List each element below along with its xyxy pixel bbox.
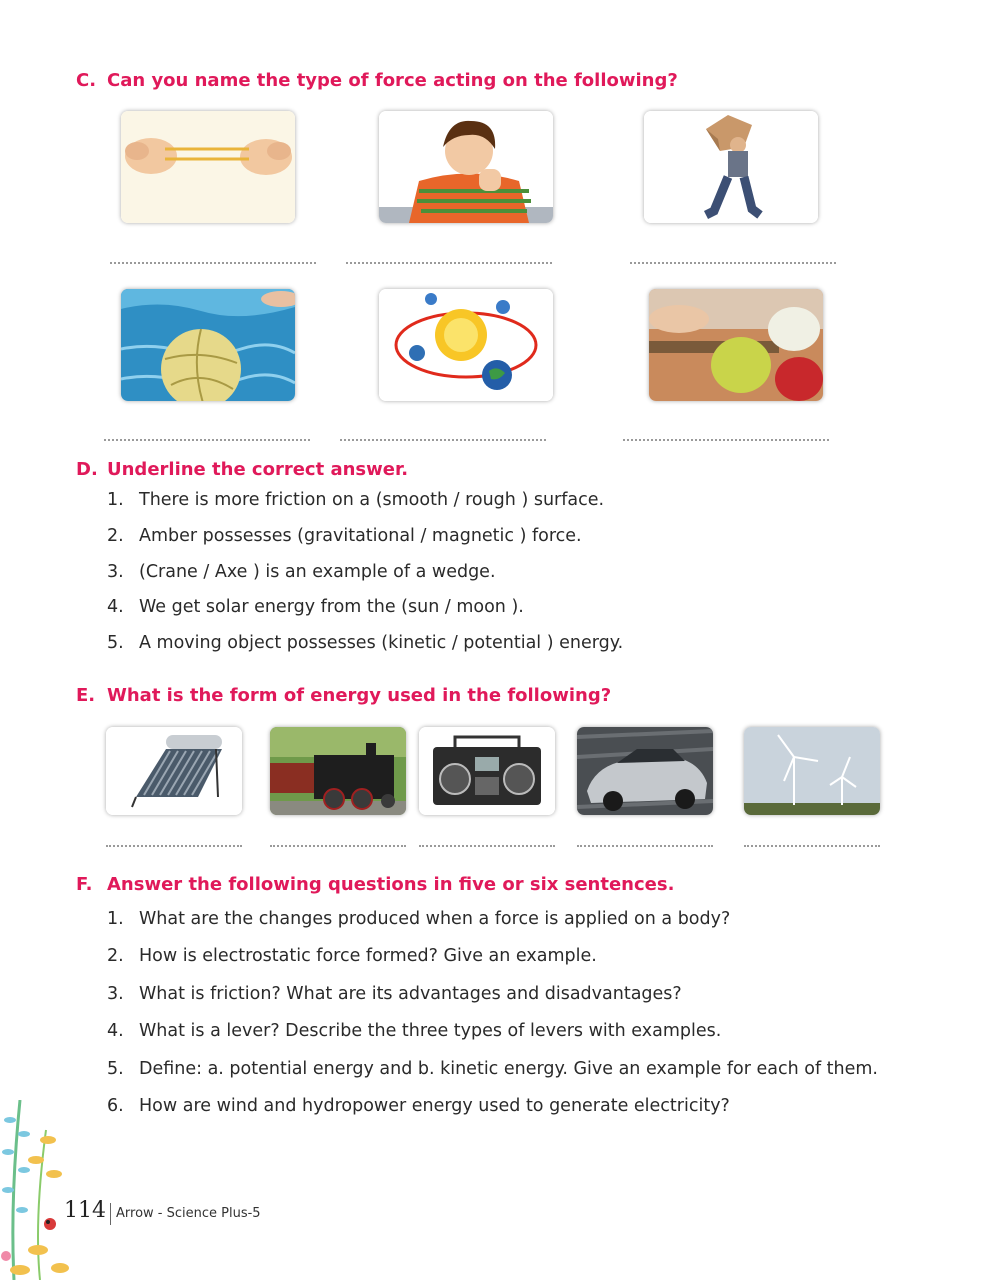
item-number: 6. [107,1096,124,1116]
answer-line[interactable] [419,845,555,847]
answer-line[interactable] [104,439,310,441]
section-letter: D. [76,459,98,480]
answer-line[interactable] [577,845,713,847]
item-text: (Crane / Axe ) is an example of a wedge. [139,562,496,582]
item-text: What is friction? What are its advantages and disadvantages? [139,984,682,1004]
section-title: Underline the correct answer. [107,459,409,480]
section-title: Answer the following questions in five or six sentences. [107,874,675,895]
section-f-heading [76,874,674,895]
item-text: Amber possesses (gravitational / magnetic ) force. [139,526,582,546]
list-item [107,946,597,966]
section-e-heading [76,685,611,706]
man-carrying-box-photo [644,111,818,223]
section-d-heading [76,459,408,480]
rubber-band-stretch-photo [121,111,295,223]
moving-car-photo [577,727,713,815]
answer-line[interactable] [623,439,829,441]
list-item [107,562,496,582]
book-title: Arrow - Science Plus-5 [116,1206,261,1221]
knife-cutting-fruit-photo [649,289,823,401]
section-c-heading [76,70,678,91]
item-number: 5. [107,633,124,653]
item-number: 3. [107,984,124,1004]
item-number: 3. [107,562,124,582]
item-number: 1. [107,490,124,510]
section-letter: E. [76,685,96,706]
item-number: 4. [107,1021,124,1041]
answer-line[interactable] [340,439,546,441]
solar-water-heater-photo [106,727,242,815]
section-letter: C. [76,70,97,91]
answer-line[interactable] [110,262,316,264]
answer-line[interactable] [346,262,552,264]
page-number: 114 [64,1198,106,1223]
item-text: A moving object possesses (kinetic / potential ) energy. [139,633,624,653]
list-item [107,1059,878,1079]
answer-line[interactable] [106,845,242,847]
section-letter: F. [76,874,93,895]
item-number: 5. [107,1059,124,1079]
sun-earth-orbit-illustration [379,289,553,401]
list-item [107,526,582,546]
item-number: 1. [107,909,124,929]
item-text: We get solar energy from the (sun / moon ). [139,597,524,617]
item-text: What are the changes produced when a force is applied on a body? [139,909,731,929]
floral-decoration [0,1100,80,1280]
answer-line[interactable] [630,262,836,264]
item-number: 4. [107,597,124,617]
list-item [107,1096,730,1116]
item-text: There is more friction on a (smooth / rough ) surface. [139,490,605,510]
item-number: 2. [107,946,124,966]
answer-line[interactable] [744,845,880,847]
item-text: What is a lever? Describe the three types of levers with examples. [139,1021,722,1041]
list-item [107,597,524,617]
item-text: How is electrostatic force formed? Give an example. [139,946,597,966]
item-number: 2. [107,526,124,546]
item-text: Define: a. potential energy and b. kinetic energy. Give an example for each of them. [139,1059,878,1079]
steam-locomotive-photo [270,727,406,815]
list-item [107,490,604,510]
section-title: What is the form of energy used in the following? [107,685,612,706]
radio-cassette-player-photo [419,727,555,815]
answer-line[interactable] [270,845,406,847]
footer-divider [110,1203,111,1225]
list-item [107,909,730,929]
item-text: How are wind and hydropower energy used to generate electricity? [139,1096,730,1116]
list-item [107,1021,721,1041]
wind-turbines-photo [744,727,880,815]
section-title: Can you name the type of force acting on the following? [107,70,678,91]
ball-in-water-photo [121,289,295,401]
thinking-boy-photo [379,111,553,223]
list-item [107,633,623,653]
list-item [107,984,682,1004]
